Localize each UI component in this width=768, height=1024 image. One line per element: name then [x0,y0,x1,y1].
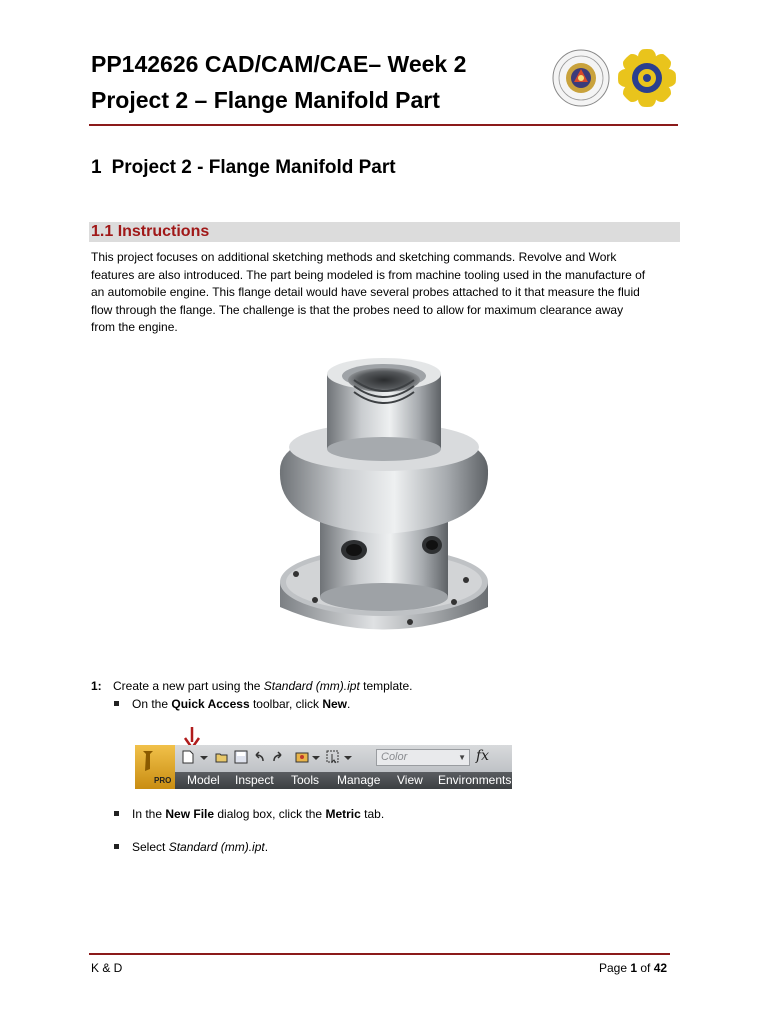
subsection-heading: 1.1 Instructions [91,223,210,240]
bullet-item [114,806,384,822]
flange-manifold-part-image [270,352,498,642]
tab-inspect[interactable]: Inspect [235,773,274,787]
current-page: 1 [630,961,638,975]
university-emblem-logo [618,49,676,107]
template-name: Standard (mm).ipt [263,679,360,693]
bullet-text: . [264,840,269,854]
inventor-logo-icon [141,749,155,773]
page-of: of [637,961,654,975]
bullet-square-icon [114,811,119,816]
tab-manage[interactable]: Manage [337,773,381,787]
document-title: PP142626 CAD/CAM/CAE– Week 2 [91,51,467,77]
paragraph-line: from the engine. [91,320,178,334]
tab-view[interactable]: View [397,773,423,787]
quick-access-toolbar-screenshot [135,745,512,789]
paragraph-line: flow through the flange. The challenge is that the probes need to allow for maximum clearance away [91,302,624,317]
total-pages: 42 [653,961,668,975]
tab-tools[interactable]: Tools [291,773,320,787]
section-title: Project 2 - Flange Manifold Part [111,157,396,178]
university-seal-logo [552,49,610,107]
redo-icon[interactable] [271,750,285,764]
bullet-text: Select [132,840,169,854]
tab-environments[interactable]: Environments [438,773,512,787]
dropdown-arrow-icon[interactable] [197,750,211,764]
color-dropdown[interactable] [376,749,470,766]
instructions-paragraph [91,249,681,337]
bullet-text: toolbar, click [249,697,323,711]
step-number: 1: [91,679,102,693]
bullet-italic: Standard (mm).ipt [168,840,265,854]
section-number: 1 [91,157,102,178]
bullet-bold: New File [165,807,215,821]
step-text: Create a new part using the [113,679,264,693]
paragraph-line: This project focuses on additional sketching methods and sketching commands. Revolve and Work [91,250,617,264]
bullet-text: . [347,697,351,711]
open-folder-icon[interactable] [215,750,229,764]
bullet-bold: Metric [325,807,361,821]
bullet-square-icon [114,701,119,706]
footer-authors: K & D [91,961,123,975]
application-button[interactable] [135,745,175,789]
color-placeholder: Color [381,751,408,763]
bullet-item [114,839,268,855]
bullet-text: In the [132,807,166,821]
paragraph-line: features are also introduced. The part being modeled is from machine tooling used in the manufacture of [91,267,646,282]
section-heading [91,157,396,179]
bullet-bold: New [322,697,348,711]
step-text-end: template. [359,679,413,693]
parameters-fx-icon[interactable]: fx [476,748,490,764]
page-label: Page [599,961,631,975]
select-icon[interactable] [326,750,340,764]
save-icon[interactable] [234,750,248,764]
chevron-down-icon: ▼ [458,753,466,762]
dropdown-arrow-icon[interactable] [341,750,355,764]
header-divider [89,124,678,126]
paragraph-line: an automobile engine. This flange detail would have several probes attached to it that measure the fluid [91,285,640,299]
bullet-text: tab. [360,807,385,821]
project-icon[interactable] [295,750,309,764]
tab-model[interactable]: Model [187,773,220,787]
bullet-item [114,696,350,712]
bullet-text: dialog box, click the [214,807,326,821]
new-file-icon[interactable] [181,750,195,764]
bullet-square-icon [114,844,119,849]
footer-divider [89,953,670,955]
document-subtitle: Project 2 – Flange Manifold Part [91,87,440,113]
page-number [599,961,667,975]
dropdown-arrow-icon[interactable] [309,750,323,764]
undo-icon[interactable] [252,750,266,764]
step-1 [91,678,413,694]
app-badge: PRO [154,776,172,785]
bullet-bold: Quick Access [171,697,250,711]
bullet-text: On the [132,697,172,711]
